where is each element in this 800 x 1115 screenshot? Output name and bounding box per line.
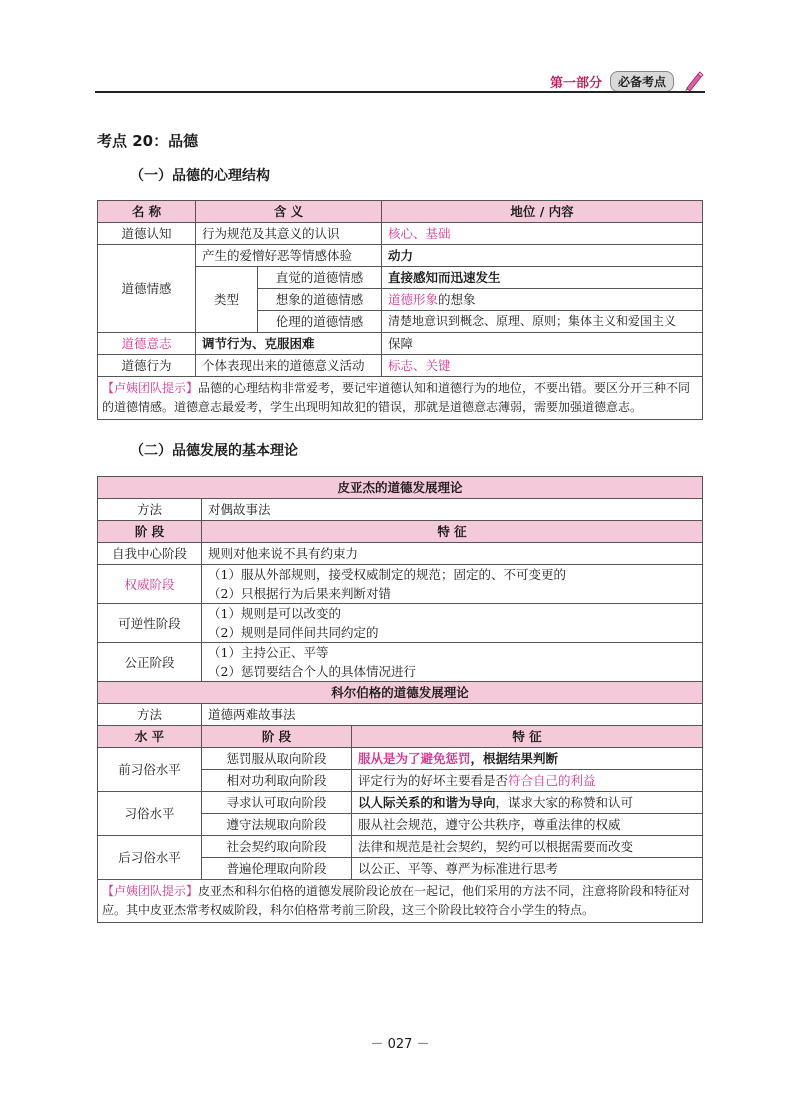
stage-header: 阶 段 xyxy=(202,726,352,748)
emotion-type: 想象的道德情感 xyxy=(258,289,382,311)
feature-highlight: 符合自己的利益 xyxy=(508,773,596,788)
level-name: 前习俗水平 xyxy=(98,748,202,792)
part-label: 第一部分 xyxy=(549,75,602,91)
emotion-desc xyxy=(382,289,703,311)
feature-header: 特 征 xyxy=(352,726,703,748)
tip-box xyxy=(98,880,703,923)
emotion-desc-highlight: 道德形象 xyxy=(388,292,439,307)
stage-feature: 以公正、平等、尊严为标准进行思考 xyxy=(352,858,703,880)
stage-name: 自我中心阶段 xyxy=(98,543,202,565)
table-row xyxy=(98,836,703,858)
table-row xyxy=(98,543,703,565)
feature-highlight: 服从是为了避免惩罚 xyxy=(358,751,471,766)
feature-bold: 以人际关系的和谐为导向 xyxy=(358,795,496,810)
table-row xyxy=(98,704,703,726)
feature-pre: 评定行为的好坏主要看是否 xyxy=(358,773,509,788)
piaget-title-row xyxy=(98,477,703,499)
tip-tag: 【卢姨团队提示】 xyxy=(102,381,199,395)
section2-heading: （二）品德发展的基本理论 xyxy=(130,443,298,459)
stage-name: 寻求认可取向阶段 xyxy=(202,792,352,814)
table-row xyxy=(98,355,703,377)
topic-title: 考点 20：品德 xyxy=(97,132,199,150)
kohlberg-title-row xyxy=(98,682,703,704)
emotion-desc: 直接感知而迅速发生 xyxy=(382,267,703,289)
level-name: 习俗水平 xyxy=(98,792,202,836)
table-row xyxy=(98,245,703,267)
tip-box xyxy=(98,377,703,420)
col-name: 名 称 xyxy=(98,201,196,223)
tip-text: 品德的心理结构非常爱考，要记牢道德认知和道德行为的地位，不要出错。要区分开三种不同的道德情感。道德意志最爱考，学生出现明知故犯的错误，那就是道德意志薄弱，需要加强道德意志。 xyxy=(102,381,691,414)
stage-feature xyxy=(352,792,703,814)
table-row xyxy=(98,792,703,814)
emotion-type: 直觉的道德情感 xyxy=(258,267,382,289)
emotion-type: 伦理的道德情感 xyxy=(258,311,382,333)
stage-name: 社会契约取向阶段 xyxy=(202,836,352,858)
tip-text: 皮亚杰和科尔伯格的道德发展阶段论放在一起记，他们采用的方法不同，注意将阶段和特征对应。其中皮亚杰常考权威阶段，科尔伯格常考前三阶段，这三个阶段比较符合小学生的特点。 xyxy=(102,884,691,917)
stage-feature xyxy=(202,643,703,682)
method-label: 方法 xyxy=(98,704,202,726)
row-status: 标志、关键 xyxy=(382,355,703,377)
row-status: 保障 xyxy=(382,333,703,355)
stage-header: 阶 段 xyxy=(98,521,202,543)
row-name: 道德意志 xyxy=(98,333,196,355)
feature-line: （1）主持公正、平等 xyxy=(208,645,329,660)
level-header: 水 平 xyxy=(98,726,202,748)
row-meaning: 调节行为、克服困难 xyxy=(196,333,382,355)
stage-feature: 服从社会规范，遵守公共秩序，尊重法律的权威 xyxy=(352,814,703,836)
types-label: 类型 xyxy=(196,267,258,333)
row-status: 核心、基础 xyxy=(382,223,703,245)
row-name: 道德认知 xyxy=(98,223,196,245)
kohlberg-title: 科尔伯格的道德发展理论 xyxy=(98,682,703,704)
stage-feature xyxy=(202,565,703,604)
table-header-row xyxy=(98,726,703,748)
table-row xyxy=(98,604,703,643)
col-meaning: 含 义 xyxy=(196,201,382,223)
row-name: 道德行为 xyxy=(98,355,196,377)
row-name: 道德情感 xyxy=(98,245,196,333)
row-meaning: 个体表现出来的道德意义活动 xyxy=(196,355,382,377)
feature-rest: ，根据结果判断 xyxy=(470,751,559,766)
section1-heading: （一）品德的心理结构 xyxy=(130,168,270,184)
stage-name: 惩罚服从取向阶段 xyxy=(202,748,352,770)
table-row xyxy=(98,565,703,604)
feature-line: （2）只根据行为后果来判断对错 xyxy=(208,586,391,601)
feature-header: 特 征 xyxy=(202,521,703,543)
feature-line: （2）惩罚要结合个人的具体情况进行 xyxy=(208,664,416,679)
table-header-row xyxy=(98,201,703,223)
row-meaning: 行为规范及其意义的认识 xyxy=(196,223,382,245)
col-status: 地位 / 内容 xyxy=(382,201,703,223)
emotion-desc-rest: 的想象 xyxy=(438,292,476,307)
stage-name: 相对功利取向阶段 xyxy=(202,770,352,792)
section-badge: 必备考点 xyxy=(610,71,674,92)
moral-structure-table xyxy=(97,200,703,420)
pencil-icon xyxy=(682,70,704,92)
emotion-desc: 清楚地意识到概念、原理、原则；集体主义和爱国主义 xyxy=(382,311,703,333)
feature-line: （2）规则是同伴间共同约定的 xyxy=(208,625,379,640)
method-value: 对偶故事法 xyxy=(202,499,703,521)
feature-rest: ，谋求大家的称赞和认可 xyxy=(495,795,634,810)
stage-feature: 法律和规范是社会契约，契约可以根据需要而改变 xyxy=(352,836,703,858)
table-row xyxy=(98,333,703,355)
row-meaning: 产生的爱憎好恶等情感体验 xyxy=(196,245,382,267)
feature-line: （1）规则是可以改变的 xyxy=(208,606,341,621)
stage-name: 遵守法规取向阶段 xyxy=(202,814,352,836)
stage-feature xyxy=(352,770,703,792)
stage-feature xyxy=(202,604,703,643)
level-name: 后习俗水平 xyxy=(98,836,202,880)
table-row xyxy=(98,499,703,521)
feature-line: （1）服从外部规则，接受权威制定的规范；固定的、不可变更的 xyxy=(208,567,566,582)
stage-name: 普遍伦理取向阶段 xyxy=(202,858,352,880)
table-header-row xyxy=(98,521,703,543)
table-row xyxy=(98,748,703,770)
method-value: 道德两难故事法 xyxy=(202,704,703,726)
stage-feature: 规则对他来说不具有约束力 xyxy=(202,543,703,565)
header-divider xyxy=(95,91,705,93)
row-status: 动力 xyxy=(382,245,703,267)
stage-name: 公正阶段 xyxy=(98,643,202,682)
method-label: 方法 xyxy=(98,499,202,521)
stage-feature xyxy=(352,748,703,770)
piaget-title: 皮亚杰的道德发展理论 xyxy=(98,477,703,499)
stage-name: 权威阶段 xyxy=(98,565,202,604)
tip-row xyxy=(98,880,703,923)
tip-tag: 【卢姨团队提示】 xyxy=(102,884,199,898)
table-row xyxy=(98,223,703,245)
stage-name: 可逆性阶段 xyxy=(98,604,202,643)
table-row xyxy=(98,643,703,682)
moral-development-table xyxy=(97,476,703,923)
page-header xyxy=(550,70,704,92)
page-number: － 027 － xyxy=(370,1037,430,1052)
tip-row xyxy=(98,377,703,420)
